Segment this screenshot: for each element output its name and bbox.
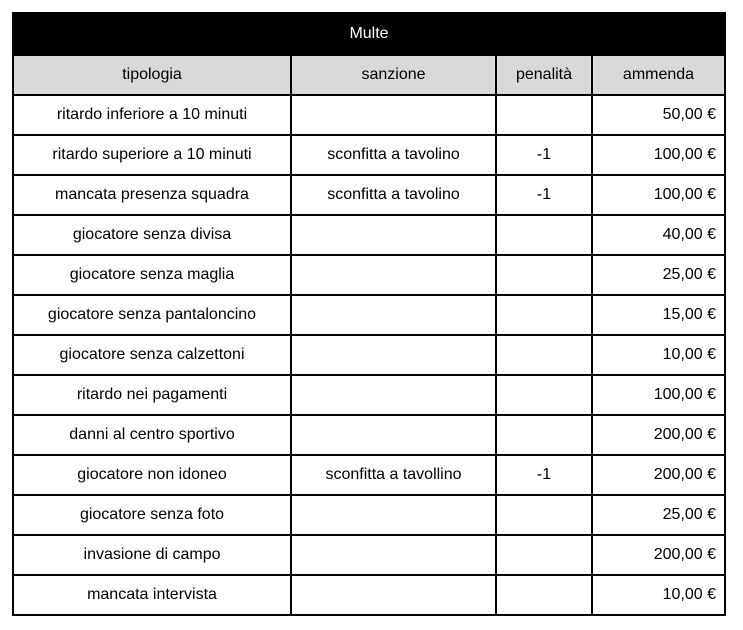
cell-ammenda: 25,00 € [592,495,724,535]
cell-ammenda: 15,00 € [592,295,724,335]
fines-table-container [12,12,726,616]
cell-penalita [496,215,592,255]
cell-tipologia: mancata presenza squadra [14,175,291,215]
table-row [14,135,724,175]
cell-sanzione [291,95,496,135]
table-title: Multe [14,14,724,55]
table-row [14,455,724,495]
cell-tipologia: ritardo inferiore a 10 minuti [14,95,291,135]
cell-tipologia: giocatore senza foto [14,495,291,535]
cell-tipologia: giocatore senza maglia [14,255,291,295]
cell-penalita [496,335,592,375]
cell-penalita [496,575,592,614]
cell-ammenda: 10,00 € [592,335,724,375]
cell-sanzione [291,495,496,535]
cell-ammenda: 100,00 € [592,375,724,415]
cell-ammenda: 100,00 € [592,135,724,175]
cell-penalita [496,255,592,295]
cell-tipologia: danni al centro sportivo [14,415,291,455]
cell-ammenda: 10,00 € [662,586,716,603]
table-title-row [14,14,724,55]
cell-tipologia: ritardo nei pagamenti [14,375,291,415]
cell-sanzione [291,375,496,415]
cell-ammenda: 200,00 € [592,535,724,575]
table-header-row [14,55,724,95]
table-row [14,415,724,455]
table-row [14,255,724,295]
cell-tipologia: giocatore senza calzettoni [14,335,291,375]
header-ammenda: ammenda [592,55,724,95]
table-row [14,495,724,535]
cell-ammenda: 100,00 € [592,175,724,215]
cell-penalita [496,375,592,415]
header-tipologia: tipologia [14,55,291,95]
table-row [14,575,724,614]
cell-sanzione [291,255,496,295]
cell-sanzione [291,335,496,375]
table-row [14,295,724,335]
cell-penalita [496,535,592,575]
cell-tipologia: giocatore senza pantaloncino [14,295,291,335]
table-row [14,175,724,215]
cell-sanzione [291,295,496,335]
table-row [14,335,724,375]
fines-table [14,14,724,614]
cell-ammenda: 25,00 € [592,255,724,295]
header-sanzione: sanzione [291,55,496,95]
table-row [14,95,724,135]
cell-penalita: -1 [496,135,592,175]
cell-penalita [496,95,592,135]
cell-sanzione: sconfitta a tavolino [291,175,496,215]
cell-sanzione [291,535,496,575]
cell-sanzione [291,575,496,614]
cell-ammenda: 200,00 € [592,415,724,455]
cell-sanzione [291,215,496,255]
cell-tipologia: ritardo superiore a 10 minuti [14,135,291,175]
table-row [14,375,724,415]
cell-tipologia: giocatore non idoneo [14,455,291,495]
cell-ammenda: 50,00 € [592,95,724,135]
cell-sanzione: sconfitta a tavolino [291,135,496,175]
table-row [14,535,724,575]
cell-ammenda: 40,00 € [592,215,724,255]
table-row [14,215,724,255]
header-penalita: penalità [496,55,592,95]
cell-penalita [496,295,592,335]
cell-penalita [496,415,592,455]
cell-penalita [496,495,592,535]
cell-tipologia: giocatore senza divisa [14,215,291,255]
cell-sanzione [291,415,496,455]
cell-ammenda: 200,00 € [592,455,724,495]
cell-tipologia: mancata intervista [14,575,291,614]
table-body [14,95,724,614]
cell-tipologia: invasione di campo [14,535,291,575]
cell-penalita: -1 [496,455,592,495]
cell-sanzione: sconfitta a tavollino [291,455,496,495]
cell-penalita: -1 [496,175,592,215]
